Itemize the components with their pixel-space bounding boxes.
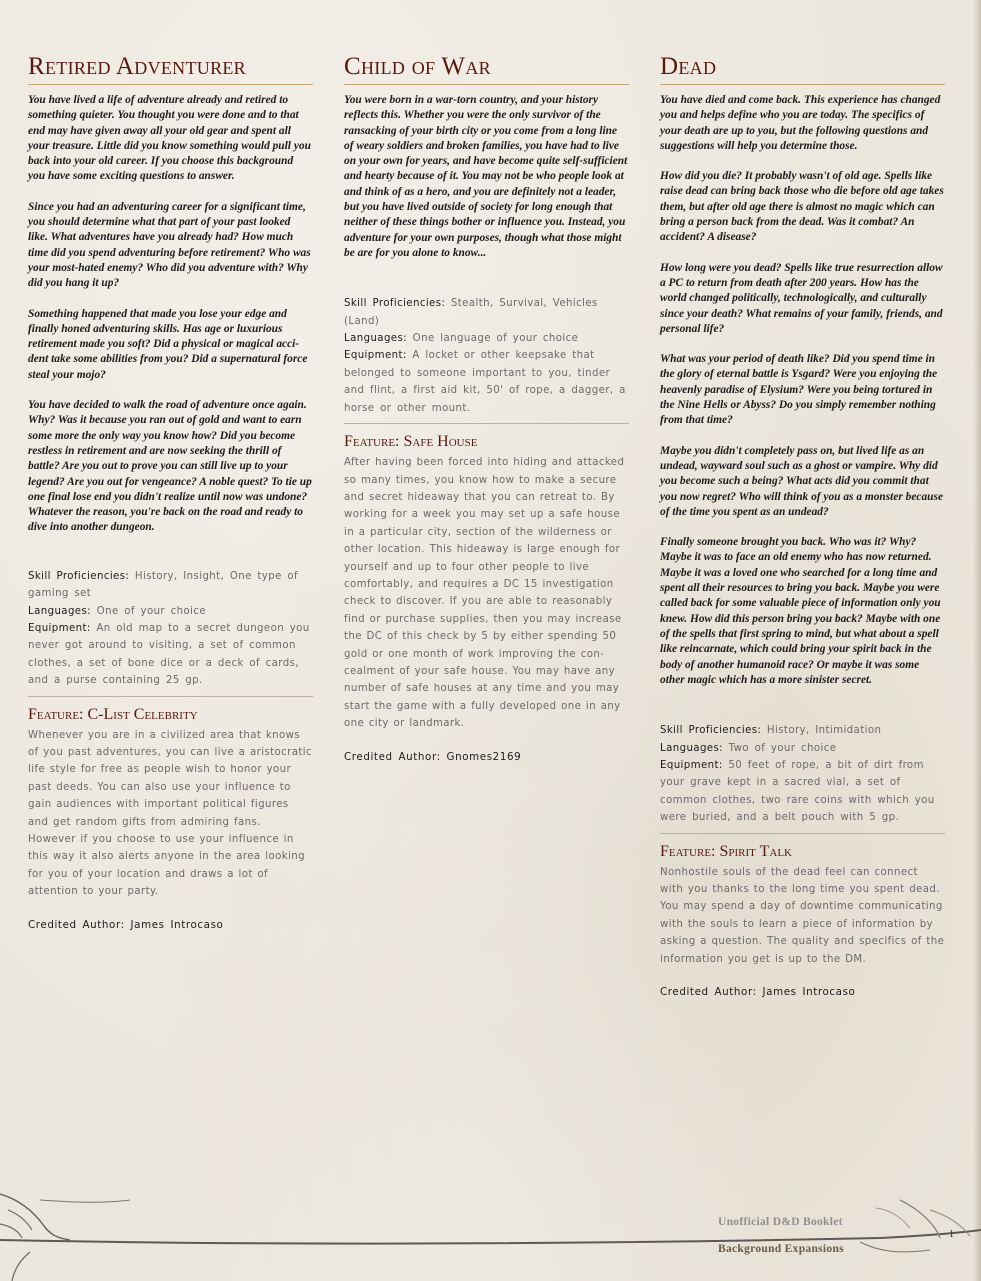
intro-paragraph: You have decided to walk the road of adventure once again. Why? Was it because you ran out of gold and want to earn some more the only way you know how? Did you become restless in retirement and are now seeking the thrill of battle? Are you out to prove you can still live up to your legend? Are you out for vengeance? A noble quest? To tie up one final lose end you didn't realize until now was undone? Whatever the reason, you're back on the road and ready to dive into another dungeon.	[28, 399, 312, 534]
column-retired-adventurer	[28, 52, 313, 931]
section-title: Child of War	[344, 52, 629, 85]
intro-paragraph: You have died and come back. This experience has changed you and helps define who you are today. The specifics of your death are up to you, but the following questions and suggestions will help you determine those.	[660, 94, 941, 152]
author-credit: Credited Author: James Introcaso	[28, 918, 224, 931]
skills-label: Skill Proficiencies:	[28, 570, 130, 582]
feature-text: After having been forced into hiding and attacked so many times, you know how to make a secure and secret hideaway that you can retreat to. By working for a week you may set up a safe house in a particular city, section of the wilderness or other location. This hideaway is large enough for yourself and up to four other people to live comfortably, and requires a DC 15 investigation check to discover. If you are able to reasonably find or purchase supplies, then you may increase the DC of this check by 5 by either spending 50 gold or one month of work improving the concealment of your safe house. You may have any number of safe houses at any time and you may start the game with a fully developed one in any one city or landmark.	[344, 457, 625, 730]
author-credit: Credited Author: James Introcaso	[660, 985, 856, 998]
languages-label: Languages:	[28, 605, 92, 617]
languages-value: One language of your choice	[412, 333, 579, 345]
column-child-of-war	[344, 52, 629, 763]
section-title: Retired Adventurer	[28, 52, 313, 85]
divider	[660, 833, 945, 834]
proficiency-block	[28, 568, 313, 690]
skills-value: History, Insight, One type of gaming set	[28, 570, 299, 600]
feature-text: Nonhostile souls of the dead feel can connect with you thanks to the long time you spent dead. You may spend a day of downtime communicating with the souls to learn a piece of information by asking a question. The quality and specifics of the information you get is up to the DM.	[660, 866, 945, 965]
equipment-label: Equipment:	[660, 759, 723, 771]
intro-paragraph: How did you die? It probably wasn't of old age. Spells like raise dead can bring back those who die before old age takes them, but after old age there is almost no magic which can bring a person back from the dead. Was it combat? An accident? A disease?	[660, 170, 944, 244]
intro-paragraph: Since you had an adventuring career for a significant time, you should determine what that part of your past looked like. What adventures have you already had? How much time did you spend adventuring before retirement? Who was your most-hated enemy? Who did you adventure with? Why did you hang it up?	[28, 200, 311, 290]
page-footer	[0, 1180, 981, 1281]
page-edge-shadow	[973, 0, 981, 1281]
skills-label: Skill Proficiencies:	[344, 298, 446, 310]
intro-paragraph: How long were you dead? Spells like true resurrection allow a PC to return from death after 200 years. How has the world changed politically, technologically, and culturally since your death? What remains of your family, friends, and personal life?	[660, 261, 943, 335]
proficiency-block	[660, 722, 945, 826]
page-number: 1	[949, 1229, 954, 1240]
intro-paragraph: Finally someone brought you back. Who was it? Why? Maybe it was to face an old enemy who has now returned. Maybe it was a loved one who searched for a long time and spent all their resources to bring you back. Maybe you were called back for some valuable piece of information only you knew. How did this person bring you back? Maybe with one of the spells that first spring to mind, but what about a spell like reincarnate, which could bring your spirit back in the body of another humanoid race? Or maybe it was some other magic which has a more sinister secret.	[660, 536, 941, 686]
intro-paragraph: Something happened that made you lose your edge and finally honed adventuring skills. Has age or luxurious retirement made you soft? Did a physical or magical accident take some abilities from you? Did a supernatural force steal your mojo?	[28, 307, 308, 381]
divider	[344, 423, 629, 424]
proficiency-block	[344, 295, 629, 417]
skills-value: History, Intimidation	[766, 725, 882, 737]
languages-label: Languages:	[660, 742, 724, 754]
author-credit: Credited Author: Gnomes2169	[344, 750, 522, 763]
languages-value: Two of your choice	[728, 742, 837, 754]
languages-label: Languages:	[344, 333, 408, 345]
divider	[28, 696, 313, 697]
footer-ornament-icon	[0, 1180, 981, 1281]
intro-paragraph: You have lived a life of adventure already and retired to something quieter. You thought you were done and to that end may have given away all your old gear and spent all your treasure. Little did you know something would pull you back into your old career. If you choose this background you have some exciting questions to answer.	[28, 94, 311, 183]
skills-value: Stealth, Survival, Vehicles (Land)	[344, 298, 598, 327]
feature-text: Whenever you are in a civilized area that knows of you past adventures, you can live a aristocratic life style for free as people wish to honor your past deeds. You can also use your influence to gain audiences with important political figures and get random gifts from admiring fans. However if you choose to use your influence in this way it also alerts anyone in the area looking for you of your location and draws a lot of attention to your party.	[28, 729, 313, 898]
equipment-value: An old map to a secret dungeon you never got around to visiting, a set of common clothes, a set of bone dice or a deck of cards, and a purse containing 25 gp.	[28, 622, 310, 687]
equipment-value: A locket or other keepsake that belonged to someone important to you, tinder and flint, a first aid kit, 50' of rope, a dagger, a horse or other mount.	[344, 350, 626, 414]
intro-paragraph: You were born in a war-torn country, and your history reflects this. Whether you were the only survivor of the ransacking of your birth city or you come from a long line of weary soldiers and broken families, you have had to live on your own for years, and have become quite self-sufficient and hearty because of it. You may not be who people look at and think of as a hero, and you are definitely not a leader, but you have lived outside of society for long enough that neither of these things bother or influence you. Instead, you adventure for your own purposes, though what those might be are for you alone to know...	[344, 94, 628, 259]
skills-label: Skill Proficiencies:	[660, 725, 762, 737]
intro-paragraph: Maybe you didn't completely pass on, but lived life as an undead, wayward soul such as a ghost or vampire. Why did you become such a being? What acts did you commit that you now regret? Who will think of you as a monster because of the time you spent as an undead?	[660, 444, 944, 518]
section-title: Dead	[660, 52, 945, 85]
feature-title: Feature: Safe House	[344, 433, 478, 451]
feature-title: Feature: C-List Celebrity	[28, 705, 198, 723]
footer-title: Unofficial D&D Booklet	[718, 1216, 843, 1228]
footer-subtitle: Background Expansions	[718, 1243, 844, 1255]
equipment-label: Equipment:	[28, 622, 91, 634]
languages-value: One of your choice	[96, 605, 207, 617]
intro-paragraph: What was your period of death like? Did you spend time in the glory of eternal battle is Ysgard? Were you enjoying the heavenly paradise of Elysium? Were you being tortured in the Nine Hells or Abyss? Do you simply remember nothing from that time?	[660, 353, 938, 427]
column-dead	[660, 52, 945, 998]
equipment-value: 50 feet of rope, a bit of dirt from your grave kept in a sacred vial, a set of common clothes, two rare coins with which you were buried, and a belt pouch with 5 gp.	[660, 759, 935, 824]
equipment-label: Equipment:	[344, 350, 407, 362]
feature-title: Feature: Spirit Talk	[660, 842, 792, 860]
